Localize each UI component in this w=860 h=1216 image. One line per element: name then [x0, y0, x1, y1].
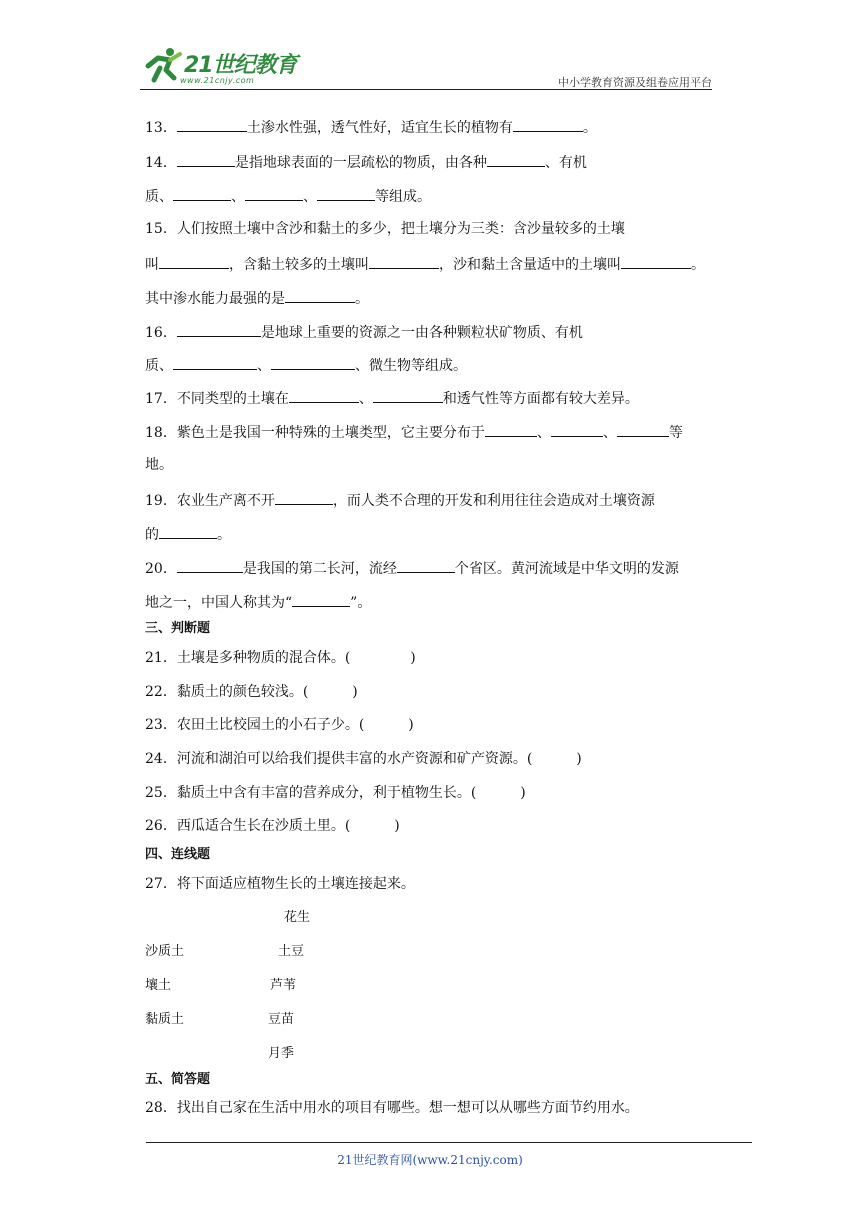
blank	[621, 253, 691, 269]
blank	[289, 387, 359, 403]
blank	[177, 557, 243, 573]
question-15-cont: 叫 ，含黏土较多的土壤叫 ，沙和黏土含量适中的土壤叫 。	[145, 253, 705, 275]
logo	[140, 44, 310, 90]
question-18-cont: 地。	[145, 457, 173, 473]
blank	[285, 287, 355, 303]
question-21: 21．土壤是多种物质的混合体。( )	[145, 650, 416, 666]
blank	[177, 116, 247, 132]
blank	[397, 557, 455, 573]
plant-item: 土豆	[278, 944, 305, 959]
question-25: 25．黏质土中含有丰富的营养成分，利于植物生长。( )	[145, 785, 526, 801]
header-divider	[140, 89, 712, 90]
question-15-cont2: 其中渗水能力最强的是 。	[145, 287, 369, 309]
question-24: 24．河流和湖泊可以给我们提供丰富的水产资源和矿产资源。( )	[145, 751, 582, 767]
question-27: 27．将下面适应植物生长的土壤连接起来。	[145, 876, 415, 892]
plant-item: 豆苗	[268, 1012, 295, 1027]
section-short-title: 五、简答题	[145, 1072, 211, 1087]
blank	[317, 185, 375, 201]
blank	[173, 354, 257, 370]
logo-url: www.21cnjy.com	[180, 76, 255, 85]
blank	[485, 421, 537, 437]
page-header	[140, 44, 712, 90]
question-15: 15．人们按照土壤中含沙和黏土的多少，把土壤分为三类：含沙量较多的土壤	[145, 221, 625, 237]
plant-item: 花生	[284, 910, 311, 925]
footer-divider	[146, 1142, 752, 1143]
plant-item: 芦苇	[270, 978, 297, 993]
runner-icon	[140, 44, 184, 88]
question-19: 19．农业生产离不开 ，而人类不合理的开发和利用往往会造成对土壤资源	[145, 489, 655, 511]
question-13: 13． 土渗水性强，透气性好，适宜生长的植物有 。	[145, 116, 597, 138]
header-platform-text: 中小学教育资源及组卷应用平台	[558, 76, 712, 89]
question-28: 28．找出自己家在生活中用水的项目有哪些。想一想可以从哪些方面节约用水。	[145, 1100, 639, 1116]
blank	[177, 151, 235, 167]
section-match-title: 四、连线题	[145, 847, 211, 862]
question-17: 17．不同类型的土壤在 、 和透气性等方面都有较大差异。	[145, 387, 639, 409]
question-16: 16． 是地球上重要的资源之一由各种颗粒状矿物质、有机	[145, 321, 583, 343]
question-16-cont: 质、 、 、微生物等组成。	[145, 354, 467, 376]
blank	[173, 185, 231, 201]
blank	[617, 421, 669, 437]
soil-item: 壤土	[145, 978, 172, 993]
footer-text: 21世纪教育网(www.21cnjy.com)	[337, 1153, 523, 1167]
blank	[513, 116, 583, 132]
question-20-cont: 地之一，中国人称其为“ ”。	[145, 591, 371, 613]
question-26: 26．西瓜适合生长在沙质土里。( )	[145, 818, 400, 834]
blank	[159, 253, 229, 269]
blank	[159, 523, 217, 539]
blank	[177, 321, 261, 337]
blank	[271, 354, 355, 370]
question-14-cont: 质、 、 、 等组成。	[145, 185, 431, 207]
blank	[292, 591, 350, 607]
question-22: 22．黏质土的颜色较浅。( )	[145, 684, 358, 700]
section-judge-title: 三、判断题	[145, 621, 211, 636]
blank	[369, 253, 439, 269]
question-23: 23．农田土比校园土的小石子少。( )	[145, 717, 414, 733]
blank	[275, 489, 333, 505]
plant-item: 月季	[268, 1046, 295, 1061]
blank	[245, 185, 303, 201]
blank	[373, 387, 443, 403]
logo-text: 21世纪教育	[184, 53, 297, 78]
soil-item: 沙质土	[145, 944, 185, 959]
question-20: 20． 是我国的第二长河，流经 个省区。黄河流域是中华文明的发源	[145, 557, 679, 579]
question-14: 14． 是指地球表面的一层疏松的物质，由各种 、有机	[145, 151, 587, 173]
soil-item: 黏质土	[145, 1012, 185, 1027]
question-18: 18．紫色土是我国一种特殊的土壤类型，它主要分布于 、 、 等	[145, 421, 683, 443]
question-19-cont: 的 。	[145, 523, 231, 545]
blank	[487, 151, 545, 167]
blank	[551, 421, 603, 437]
